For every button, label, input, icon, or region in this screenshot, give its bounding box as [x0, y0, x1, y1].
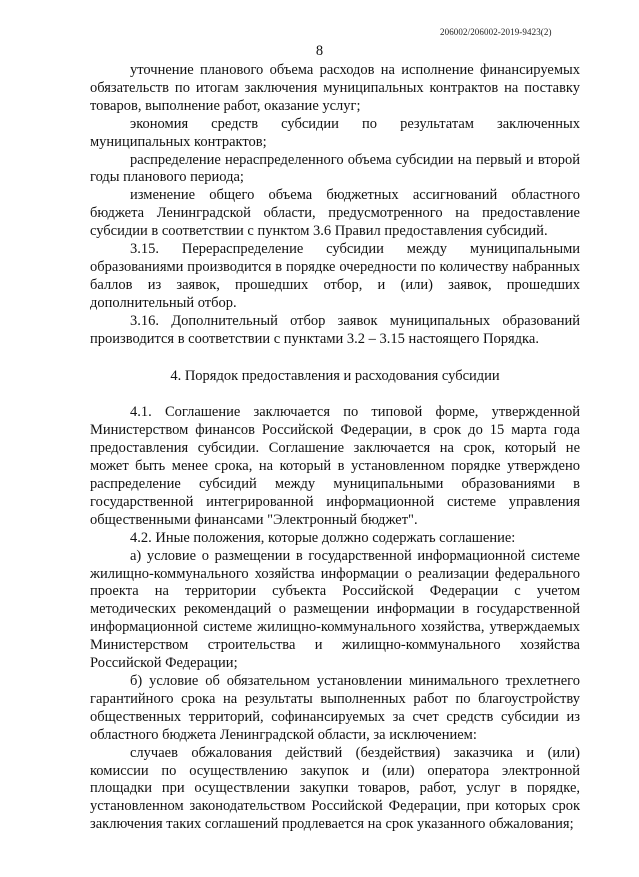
section-heading: 4. Порядок предоставления и расходования субсидии: [170, 367, 500, 384]
paragraph: случаев обжалования действий (бездействия) заказчика и (или) комиссии по осуществлению закупок и (или) оператора электронной площадки при осуществлении закупки товаров, работ, услуг в порядке, установленном законодательством Российской Федерации, при которых срок заключения таких соглашений продлевается на срок указанного обжалования;: [90, 744, 580, 833]
paragraph: 4.2. Иные положения, которые должно содержать соглашение:: [130, 529, 516, 546]
page-number: 8: [315, 43, 324, 59]
paragraph: 3.16. Дополнительный отбор заявок муниципальных образований производится в соответствии с пунктами 3.2 – 3.15 настоящего Порядка.: [90, 312, 580, 347]
document-id: 206002/206002-2019-9423(2): [440, 27, 552, 37]
paragraph: б) условие об обязательном установлении минимального трехлетнего гарантийного срока на результаты выполненных работ по благоустройству общественных территорий, софинансируемых за счет средств субсидии из областного бюджета Ленинградской области, за исключением:: [90, 673, 580, 743]
paragraph: 4.1. Соглашение заключается по типовой форме, утвержденной Министерством финансов Российской Федерации, в срок до 15 марта года предоставления субсидии. Соглашение заключается на срок, который не может быть менее срока, на который в установленном порядке утверждено распределение субсидий между муниципальными образованиями в государственной интегрированной информационной системе управления общественными финансами "Электронный бюджет".: [90, 404, 580, 528]
paragraph: распределение нераспределенного объема субсидии на первый и второй годы планового периода;: [90, 151, 580, 186]
paragraph: а) условие о размещении в государственной информационной системе жилищно-коммунального хозяйства информации о реализации федерального проекта на территории субъекта Российской Федерации с учетом методических рекомендаций о размещении информации в государственной информационной системе жилищно-коммунального хозяйства, утверждаемых Министерством строительства и жилищно-коммунального хозяйства Российской Федерации;: [90, 547, 580, 672]
paragraph: уточнение планового объема расходов на исполнение финансируемых обязательств по итогам заключения муниципальных контрактов на поставку товаров, выполнение работ, оказание услуг;: [90, 62, 580, 114]
paragraph: экономия средств субсидии по результатам заключенных муниципальных контрактов;: [90, 115, 580, 150]
paragraph: 3.15. Перераспределение субсидии между муниципальными образованиями производится в порядке очередности по количеству набранных баллов из заявок, прошедших отбор, и (или) заявок, прошедших дополнительный отбор.: [90, 241, 580, 311]
paragraph: изменение общего объема бюджетных ассигнований областного бюджета Ленинградской области, предусмотренного на предоставление субсидии в соответствии с пунктом 3.6 Правил предоставления субсидий.: [90, 187, 580, 240]
document-body: [90, 62, 580, 834]
